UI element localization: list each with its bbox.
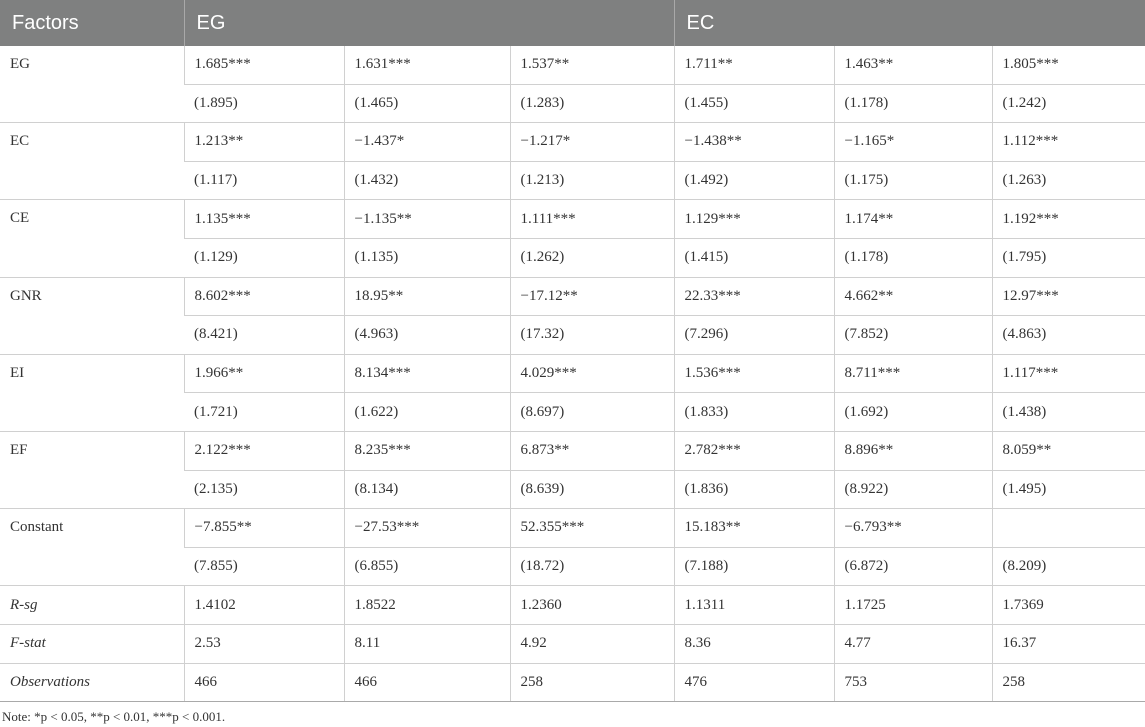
se-cell: (1.895) bbox=[184, 84, 344, 123]
se-cell: (4.963) bbox=[344, 316, 510, 355]
coef-cell: −17.12** bbox=[510, 277, 674, 316]
coef-row bbox=[0, 277, 1145, 316]
coef-cell: 8.134*** bbox=[344, 354, 510, 393]
se-cell: (8.421) bbox=[184, 316, 344, 355]
coef-cell: 1.537** bbox=[510, 46, 674, 84]
se-cell: (1.262) bbox=[510, 238, 674, 277]
stat-cell: 1.1725 bbox=[834, 586, 992, 625]
se-cell: (7.296) bbox=[674, 316, 834, 355]
se-cell: (2.135) bbox=[184, 470, 344, 509]
se-cell: (17.32) bbox=[510, 316, 674, 355]
se-cell: (1.495) bbox=[992, 470, 1145, 509]
se-cell: (1.178) bbox=[834, 84, 992, 123]
coef-row bbox=[0, 431, 1145, 470]
se-cell: (1.438) bbox=[992, 393, 1145, 432]
coef-cell: 1.463** bbox=[834, 46, 992, 84]
stat-cell: 466 bbox=[184, 663, 344, 702]
coef-cell: 1.685*** bbox=[184, 46, 344, 84]
coef-cell: −6.793** bbox=[834, 509, 992, 548]
coef-cell: 1.117*** bbox=[992, 354, 1145, 393]
coef-cell: −1.437* bbox=[344, 123, 510, 162]
coef-row bbox=[0, 123, 1145, 162]
stat-cell: 4.77 bbox=[834, 624, 992, 663]
se-cell: (1.117) bbox=[184, 161, 344, 200]
coef-cell: 1.631*** bbox=[344, 46, 510, 84]
se-cell: (6.855) bbox=[344, 547, 510, 586]
coef-cell: 6.873** bbox=[510, 431, 674, 470]
factor-label: EI bbox=[0, 354, 184, 431]
coef-cell: 1.174** bbox=[834, 200, 992, 239]
coef-cell: −1.135** bbox=[344, 200, 510, 239]
coef-cell: −1.165* bbox=[834, 123, 992, 162]
se-cell: (8.922) bbox=[834, 470, 992, 509]
se-cell: (1.833) bbox=[674, 393, 834, 432]
coef-cell: −1.438** bbox=[674, 123, 834, 162]
se-cell: (4.863) bbox=[992, 316, 1145, 355]
coef-cell: 22.33*** bbox=[674, 277, 834, 316]
coef-cell: 1.135*** bbox=[184, 200, 344, 239]
coef-row bbox=[0, 46, 1145, 84]
se-cell: (1.465) bbox=[344, 84, 510, 123]
se-cell: (1.455) bbox=[674, 84, 834, 123]
coef-cell: 4.029*** bbox=[510, 354, 674, 393]
coef-row bbox=[0, 509, 1145, 548]
stat-cell: 8.11 bbox=[344, 624, 510, 663]
factor-label: CE bbox=[0, 200, 184, 277]
stat-cell: 1.7369 bbox=[992, 586, 1145, 625]
coef-cell: 1.213** bbox=[184, 123, 344, 162]
se-cell: (1.242) bbox=[992, 84, 1145, 123]
stat-cell: 4.92 bbox=[510, 624, 674, 663]
se-cell: (8.639) bbox=[510, 470, 674, 509]
stat-cell: 466 bbox=[344, 663, 510, 702]
coef-cell: 1.192*** bbox=[992, 200, 1145, 239]
se-cell: (8.697) bbox=[510, 393, 674, 432]
coef-cell: 1.129*** bbox=[674, 200, 834, 239]
se-cell: (6.872) bbox=[834, 547, 992, 586]
se-cell: (7.188) bbox=[674, 547, 834, 586]
coef-cell: 1.711** bbox=[674, 46, 834, 84]
stat-cell: 8.36 bbox=[674, 624, 834, 663]
coef-cell bbox=[992, 509, 1145, 548]
se-cell: (7.855) bbox=[184, 547, 344, 586]
factor-label: EC bbox=[0, 123, 184, 200]
stat-cell: 1.8522 bbox=[344, 586, 510, 625]
header-group-ec: EC bbox=[674, 0, 1145, 46]
coef-cell: 2.782*** bbox=[674, 431, 834, 470]
se-cell: (1.492) bbox=[674, 161, 834, 200]
coef-cell: 2.122*** bbox=[184, 431, 344, 470]
coef-cell: 1.112*** bbox=[992, 123, 1145, 162]
se-cell: (1.692) bbox=[834, 393, 992, 432]
coef-row bbox=[0, 200, 1145, 239]
coef-cell: 4.662** bbox=[834, 277, 992, 316]
coef-cell: 8.235*** bbox=[344, 431, 510, 470]
coef-cell: 15.183** bbox=[674, 509, 834, 548]
coef-cell: 18.95** bbox=[344, 277, 510, 316]
coef-cell: 8.896** bbox=[834, 431, 992, 470]
stat-row bbox=[0, 624, 1145, 663]
stat-label: R-sg bbox=[0, 586, 184, 625]
header-row bbox=[0, 0, 1145, 46]
stat-cell: 1.1311 bbox=[674, 586, 834, 625]
header-group-eg: EG bbox=[184, 0, 674, 46]
se-cell: (1.795) bbox=[992, 238, 1145, 277]
stat-row bbox=[0, 663, 1145, 702]
coef-cell: 52.355*** bbox=[510, 509, 674, 548]
se-cell: (1.415) bbox=[674, 238, 834, 277]
coef-cell: −1.217* bbox=[510, 123, 674, 162]
factor-label: EG bbox=[0, 46, 184, 123]
se-cell: (1.836) bbox=[674, 470, 834, 509]
coef-cell: 8.059** bbox=[992, 431, 1145, 470]
stat-label: Observations bbox=[0, 663, 184, 702]
stat-cell: 258 bbox=[992, 663, 1145, 702]
stat-cell: 1.4102 bbox=[184, 586, 344, 625]
stat-cell: 753 bbox=[834, 663, 992, 702]
se-cell: (1.129) bbox=[184, 238, 344, 277]
coef-cell: 8.602*** bbox=[184, 277, 344, 316]
se-cell: (1.178) bbox=[834, 238, 992, 277]
se-cell: (1.263) bbox=[992, 161, 1145, 200]
se-cell: (1.175) bbox=[834, 161, 992, 200]
se-cell: (1.135) bbox=[344, 238, 510, 277]
se-cell: (7.852) bbox=[834, 316, 992, 355]
stat-row bbox=[0, 586, 1145, 625]
stat-cell: 258 bbox=[510, 663, 674, 702]
coef-row bbox=[0, 354, 1145, 393]
se-cell: (8.134) bbox=[344, 470, 510, 509]
se-cell: (1.721) bbox=[184, 393, 344, 432]
header-factors: Factors bbox=[0, 0, 184, 46]
se-cell: (1.622) bbox=[344, 393, 510, 432]
coef-cell: 1.805*** bbox=[992, 46, 1145, 84]
coef-cell: 1.111*** bbox=[510, 200, 674, 239]
se-cell: (1.213) bbox=[510, 161, 674, 200]
se-cell: (1.432) bbox=[344, 161, 510, 200]
table-note: Note: *p < 0.05, **p < 0.01, ***p < 0.001. bbox=[2, 709, 226, 724]
coef-cell: 1.536*** bbox=[674, 354, 834, 393]
stat-cell: 16.37 bbox=[992, 624, 1145, 663]
coef-cell: −7.855** bbox=[184, 509, 344, 548]
se-cell: (1.283) bbox=[510, 84, 674, 123]
stat-cell: 2.53 bbox=[184, 624, 344, 663]
factor-label: Constant bbox=[0, 509, 184, 586]
coef-cell: −27.53*** bbox=[344, 509, 510, 548]
factor-label: EF bbox=[0, 431, 184, 508]
stat-label: F-stat bbox=[0, 624, 184, 663]
se-cell: (8.209) bbox=[992, 547, 1145, 586]
coef-cell: 8.711*** bbox=[834, 354, 992, 393]
se-cell: (18.72) bbox=[510, 547, 674, 586]
stat-cell: 1.2360 bbox=[510, 586, 674, 625]
coef-cell: 1.966** bbox=[184, 354, 344, 393]
factor-label: GNR bbox=[0, 277, 184, 354]
coef-cell: 12.97*** bbox=[992, 277, 1145, 316]
stat-cell: 476 bbox=[674, 663, 834, 702]
